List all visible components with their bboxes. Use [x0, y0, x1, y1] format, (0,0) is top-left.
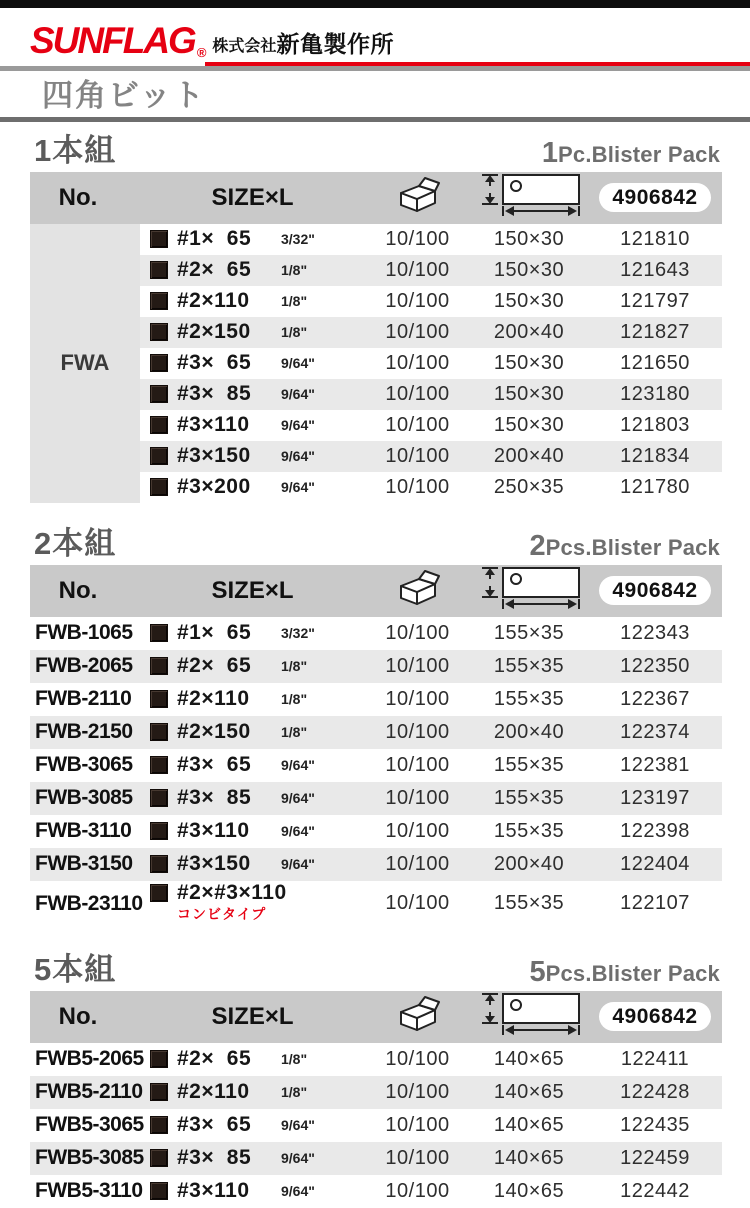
inch-size: 1/8": [281, 262, 308, 279]
size-line: [150, 258, 365, 282]
square-bit-icon: [150, 884, 168, 902]
size-value: #3× 85: [177, 1146, 252, 1170]
square-bit-icon: [150, 385, 168, 403]
inch-size: 9/64": [281, 417, 315, 434]
size-value: #2×#3×110: [177, 881, 287, 905]
blister-size-cell: 150×30: [493, 351, 565, 374]
size-value: #2×110: [177, 687, 250, 711]
table-row: [30, 848, 722, 881]
size-cell: [140, 1109, 365, 1142]
column-header-size: SIZE×L: [211, 1002, 294, 1030]
pack-qty-cell: 10/100: [385, 258, 450, 281]
blister-size-cell: 140×65: [493, 1146, 565, 1169]
pack-qty-cell: 10/100: [385, 753, 450, 776]
blister-size-cell: 140×65: [493, 1113, 565, 1136]
title-underline: [0, 117, 750, 122]
combi-type-note: コンビタイプ: [177, 906, 267, 923]
inch-size: 9/64": [281, 757, 315, 774]
size-value: #3×110: [177, 819, 250, 843]
size-line: [150, 819, 365, 843]
blister-size-cell: 155×35: [493, 892, 565, 915]
size-line: [150, 320, 365, 344]
group-no-cell: FWA: [30, 224, 140, 503]
inch-size: 9/64": [281, 1183, 315, 1200]
inch-size: 9/64": [281, 790, 315, 807]
size-cell: [140, 881, 365, 927]
size-line: [150, 413, 365, 437]
table-row: [30, 224, 722, 255]
square-bit-icon: [150, 657, 168, 675]
size-value: #3× 65: [177, 753, 252, 777]
size-cell: [140, 782, 365, 815]
pack-text: Pcs.Blister Pack: [545, 534, 720, 560]
inch-size: 1/8": [281, 658, 308, 675]
jan-code-pill: 4906842: [599, 576, 710, 605]
inch-size: 1/8": [281, 1051, 308, 1068]
square-bit-icon: [150, 624, 168, 642]
size-line: [150, 227, 365, 251]
product-no-cell: FWB-3150: [35, 852, 133, 876]
section-1pc-blister: [30, 134, 722, 503]
square-bit-icon: [150, 354, 168, 372]
product-no-cell: FWB5-3065: [35, 1113, 144, 1137]
pack-text: Pc.Blister Pack: [558, 141, 720, 167]
inch-size: 9/64": [281, 1150, 315, 1167]
inch-size: 3/32": [281, 231, 315, 248]
size-line: [150, 1179, 365, 1203]
carton-box-icon: [395, 994, 441, 1032]
pack-qty-cell: 10/100: [385, 351, 450, 374]
table-row: [30, 1076, 722, 1109]
top-black-bar: [0, 0, 750, 8]
pack-qty-cell: 10/100: [385, 1047, 450, 1070]
blister-size-cell: 200×40: [493, 444, 565, 467]
size-line: [150, 654, 365, 678]
square-bit-icon: [150, 1050, 168, 1068]
product-no-cell: FWB5-3085: [35, 1146, 144, 1170]
company-prefix: 株式会社: [212, 38, 277, 55]
inch-size: 9/64": [281, 1117, 315, 1134]
square-bit-icon: [150, 323, 168, 341]
square-bit-icon: [150, 478, 168, 496]
inch-size: 9/64": [281, 823, 315, 840]
item-code-cell: 122367: [620, 687, 690, 710]
size-value: #3× 85: [177, 382, 252, 406]
size-value: #2×110: [177, 289, 250, 313]
item-code-cell: 122374: [620, 720, 690, 743]
product-table: [30, 172, 722, 503]
product-no-cell: FWB5-3110: [35, 1179, 143, 1203]
square-bit-icon: [150, 1182, 168, 1200]
item-code-cell: 121803: [620, 413, 690, 436]
pack-qty-cell: 10/100: [385, 720, 450, 743]
section-2pcs-blister: [30, 527, 722, 927]
size-line: [150, 444, 365, 468]
size-cell: [140, 317, 365, 348]
size-cell: [140, 255, 365, 286]
product-no-cell: FWB5-2110: [35, 1080, 143, 1104]
blister-dimensions-icon: [474, 565, 584, 610]
pack-qty-cell: 10/100: [385, 1113, 450, 1136]
item-code-cell: 121810: [620, 227, 690, 250]
size-line: [150, 289, 365, 313]
table-row: [30, 716, 722, 749]
pack-qty-cell: 10/100: [385, 819, 450, 842]
product-no-cell: FWB-3085: [35, 786, 133, 810]
item-code-cell: 121834: [620, 444, 690, 467]
item-code-cell: 122404: [620, 852, 690, 875]
size-value: #3× 65: [177, 351, 252, 375]
table-row: [30, 782, 722, 815]
size-line: [150, 687, 365, 711]
size-value: #2×110: [177, 1080, 250, 1104]
blister-size-cell: 150×30: [493, 289, 565, 312]
blister-size-cell: 155×35: [493, 621, 565, 644]
pack-qty-cell: 10/100: [385, 444, 450, 467]
column-header-size: SIZE×L: [211, 183, 294, 211]
square-bit-icon: [150, 261, 168, 279]
item-code-cell: 122459: [620, 1146, 690, 1169]
size-cell: [140, 683, 365, 716]
size-value: #3× 65: [177, 1113, 252, 1137]
size-line: [150, 621, 365, 645]
item-code-cell: 121650: [620, 351, 690, 374]
column-header-no: No.: [58, 183, 98, 211]
square-bit-icon: [150, 855, 168, 873]
jan-code-pill: 4906842: [599, 1002, 710, 1031]
section-heading: 2本組: [34, 525, 117, 561]
size-cell: [140, 1175, 365, 1208]
inch-size: 1/8": [281, 691, 308, 708]
section-heading: 5本組: [34, 951, 117, 987]
size-cell: [140, 472, 365, 503]
size-line: [150, 1146, 365, 1170]
size-cell: [140, 749, 365, 782]
pack-qty-cell: 10/100: [385, 382, 450, 405]
product-no-cell: FWB-3110: [35, 819, 132, 843]
size-value: #3×110: [177, 413, 250, 437]
size-cell: [140, 441, 365, 472]
size-value: #3×150: [177, 852, 251, 876]
size-value: #3×200: [177, 475, 251, 499]
registered-trademark-icon: ®: [196, 45, 207, 60]
blister-size-cell: 155×35: [493, 819, 565, 842]
pack-count: 1: [541, 136, 559, 169]
pack-qty-cell: 10/100: [385, 852, 450, 875]
blister-size-cell: 155×35: [493, 687, 565, 710]
inch-size: 1/8": [281, 293, 308, 310]
size-value: #2×150: [177, 320, 251, 344]
size-cell: [140, 348, 365, 379]
pack-qty-cell: 10/100: [385, 1146, 450, 1169]
size-cell: [140, 286, 365, 317]
item-code-cell: 122398: [620, 819, 690, 842]
table-row: [30, 1142, 722, 1175]
size-cell: [140, 650, 365, 683]
blister-dimensions-icon: [474, 172, 584, 217]
company-name: [212, 33, 394, 59]
square-bit-icon: [150, 416, 168, 434]
product-table: [30, 565, 722, 927]
size-line: [150, 475, 365, 499]
pack-qty-cell: 10/100: [385, 413, 450, 436]
item-code-cell: 121797: [620, 289, 690, 312]
inch-size: 9/64": [281, 479, 315, 496]
table-row: [30, 1109, 722, 1142]
pack-text: Pcs.Blister Pack: [545, 960, 720, 986]
table-header-row: [30, 172, 722, 224]
pack-type-label: [529, 955, 720, 988]
blister-size-cell: 155×35: [493, 753, 565, 776]
blister-size-cell: 150×30: [493, 382, 565, 405]
size-cell: [140, 716, 365, 749]
blister-size-cell: 200×40: [493, 852, 565, 875]
blister-size-cell: 140×65: [493, 1179, 565, 1202]
carton-box-icon: [395, 568, 441, 606]
blister-size-cell: 140×65: [493, 1047, 565, 1070]
product-no-cell: FWB-23110: [35, 891, 143, 915]
size-line: [150, 351, 365, 375]
product-no-cell: FWB-1065: [35, 621, 133, 645]
table-row: [30, 1043, 722, 1076]
item-code-cell: 121827: [620, 320, 690, 343]
size-value: #3×150: [177, 444, 251, 468]
pack-qty-cell: 10/100: [385, 475, 450, 498]
square-bit-icon: [150, 690, 168, 708]
inch-size: 3/32": [281, 625, 315, 642]
sunflag-logo: SUNFLAG: [30, 20, 195, 61]
item-code-cell: 122350: [620, 654, 690, 677]
size-value: #2× 65: [177, 654, 252, 678]
square-bit-icon: [150, 723, 168, 741]
section-heading: 1本組: [34, 132, 117, 168]
inch-size: 9/64": [281, 355, 315, 372]
size-line: [150, 1113, 365, 1137]
product-no-cell: FWB-3065: [35, 753, 133, 777]
size-line: [150, 720, 365, 744]
blister-dimensions-icon: [474, 991, 584, 1036]
item-code-cell: 123180: [620, 382, 690, 405]
size-value: #3× 85: [177, 786, 252, 810]
page-title: 四角ビット: [42, 78, 206, 113]
size-value: #3×110: [177, 1179, 250, 1203]
pack-qty-cell: 10/100: [385, 289, 450, 312]
carton-box-icon: [395, 175, 441, 213]
size-cell: [140, 815, 365, 848]
size-cell: [140, 410, 365, 441]
size-value: #1× 65: [177, 227, 252, 251]
table-header-row: [30, 991, 722, 1043]
item-code-cell: 122381: [620, 753, 690, 776]
size-cell: [140, 1142, 365, 1175]
pack-qty-cell: 10/100: [385, 320, 450, 343]
product-no-cell: FWB-2150: [35, 720, 133, 744]
company-title: 新亀製作所: [276, 31, 394, 57]
size-line: [150, 881, 365, 905]
product-table: [30, 991, 722, 1208]
pack-type-label: [541, 136, 720, 169]
pack-count: 2: [529, 529, 546, 562]
item-code-cell: 122428: [620, 1080, 690, 1103]
item-code-cell: 121643: [620, 258, 690, 281]
item-code-cell: 121780: [620, 475, 690, 498]
size-value: #2×150: [177, 720, 251, 744]
size-line: [150, 753, 365, 777]
inch-size: 9/64": [281, 448, 315, 465]
square-bit-icon: [150, 756, 168, 774]
square-bit-icon: [150, 1083, 168, 1101]
pack-qty-cell: 10/100: [385, 654, 450, 677]
square-bit-icon: [150, 1149, 168, 1167]
inch-size: 9/64": [281, 856, 315, 873]
size-cell: [140, 848, 365, 881]
size-cell: [140, 1076, 365, 1109]
blister-size-cell: 200×40: [493, 320, 565, 343]
product-no-cell: FWB-2065: [35, 654, 133, 678]
size-line: [150, 852, 365, 876]
blister-size-cell: 150×30: [493, 227, 565, 250]
brand-header: [0, 8, 750, 62]
pack-qty-cell: 10/100: [385, 1080, 450, 1103]
size-line: [150, 786, 365, 810]
pack-qty-cell: 10/100: [385, 1179, 450, 1202]
product-no-cell: FWB-2110: [35, 687, 132, 711]
size-cell: [140, 1043, 365, 1076]
size-value: #2× 65: [177, 1047, 252, 1071]
blister-size-cell: 150×30: [493, 413, 565, 436]
table-row: [30, 650, 722, 683]
item-code-cell: 122442: [620, 1179, 690, 1202]
pack-type-label: [529, 529, 720, 562]
square-bit-icon: [150, 789, 168, 807]
size-line: [150, 382, 365, 406]
size-line: [150, 1047, 365, 1071]
section-5pcs-blister: [30, 953, 722, 1208]
item-code-cell: 122411: [620, 1047, 690, 1070]
table-row: [30, 617, 722, 650]
inch-size: 1/8": [281, 1084, 308, 1101]
pack-qty-cell: 10/100: [385, 687, 450, 710]
item-code-cell: 122435: [620, 1113, 690, 1136]
pack-qty-cell: 10/100: [385, 892, 450, 915]
square-bit-icon: [150, 822, 168, 840]
size-value: #2× 65: [177, 258, 252, 282]
column-header-no: No.: [58, 1002, 98, 1030]
size-line: [150, 1080, 365, 1104]
square-bit-icon: [150, 1116, 168, 1134]
page-title-block: [0, 71, 750, 113]
blister-size-cell: 155×35: [493, 786, 565, 809]
item-code-cell: 122107: [620, 892, 690, 915]
square-bit-icon: [150, 447, 168, 465]
table-row: [30, 683, 722, 716]
pack-qty-cell: 10/100: [385, 621, 450, 644]
blister-size-cell: 200×40: [493, 720, 565, 743]
inch-size: 9/64": [281, 386, 315, 403]
table-row: [30, 749, 722, 782]
inch-size: 1/8": [281, 724, 308, 741]
column-header-size: SIZE×L: [211, 576, 294, 604]
pack-qty-cell: 10/100: [385, 227, 450, 250]
blister-size-cell: 250×35: [493, 475, 565, 498]
blister-size-cell: 140×65: [493, 1080, 565, 1103]
table-header-row: [30, 565, 722, 617]
blister-size-cell: 155×35: [493, 654, 565, 677]
pack-count: 5: [529, 955, 546, 988]
size-value: #1× 65: [177, 621, 252, 645]
square-bit-icon: [150, 292, 168, 310]
table-row: [30, 815, 722, 848]
table-row: [30, 1175, 722, 1208]
square-bit-icon: [150, 230, 168, 248]
product-no-cell: FWB5-2065: [35, 1047, 144, 1071]
item-code-cell: 122343: [620, 621, 690, 644]
table-row: [30, 881, 722, 927]
inch-size: 1/8": [281, 324, 308, 341]
size-cell: [140, 224, 365, 255]
size-cell: [140, 379, 365, 410]
pack-qty-cell: 10/100: [385, 786, 450, 809]
item-code-cell: 123197: [620, 786, 690, 809]
jan-code-pill: 4906842: [599, 183, 710, 212]
size-cell: [140, 617, 365, 650]
column-header-no: No.: [58, 576, 98, 604]
blister-size-cell: 150×30: [493, 258, 565, 281]
